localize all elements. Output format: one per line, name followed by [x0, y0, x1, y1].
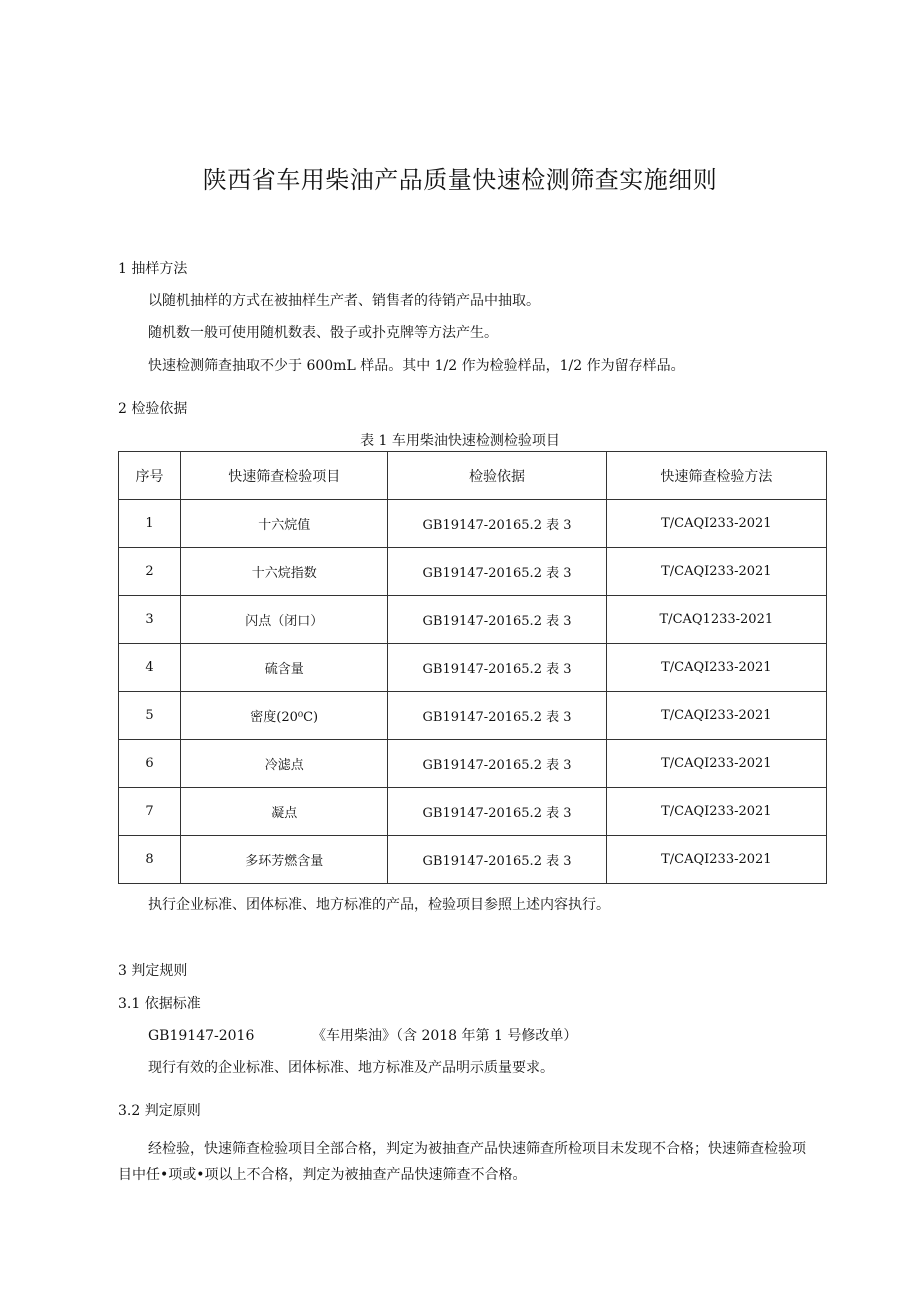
- cell-index: 6: [119, 740, 181, 788]
- table-header-row: [119, 452, 827, 500]
- cell-item: 冷滤点: [181, 740, 388, 788]
- cell-method: T/CAQI233-2021: [606, 788, 826, 836]
- table-row: [119, 500, 827, 548]
- cell-index: 7: [119, 788, 181, 836]
- cell-method: T/CAQ1233-2021: [606, 596, 826, 644]
- cell-index: 4: [119, 644, 181, 692]
- cell-basis: GB19147-20165.2 表 3: [388, 596, 606, 644]
- cell-method: T/CAQI233-2021: [606, 836, 826, 884]
- cell-item: 密度(20⁰C): [181, 692, 388, 740]
- cell-basis: GB19147-20165.2 表 3: [388, 692, 606, 740]
- cell-method: T/CAQI233-2021: [606, 740, 826, 788]
- section1-para-3: 快速检测筛查抽取不少于 600mL 样品。其中 1/2 作为检验样品，1/2 作为留存样品。: [148, 358, 685, 374]
- section3-2-para: 经检验，快速筛查检验项目全部合格，判定为被抽查产品快速筛查所检项目未发现不合格；快速筛查检验项目中任•项或•项以上不合格，判定为被抽查产品快速筛查不合格。: [118, 1141, 806, 1183]
- cell-index: 5: [119, 692, 181, 740]
- table-row: [119, 644, 827, 692]
- cell-method: T/CAQI233-2021: [606, 692, 826, 740]
- table-row: [119, 596, 827, 644]
- document-title: 陕西省车用柴油产品质量快速检测筛查实施细则: [202, 166, 718, 194]
- cell-index: 2: [119, 548, 181, 596]
- table-row: [119, 740, 827, 788]
- cell-basis: GB19147-20165.2 表 3: [388, 740, 606, 788]
- cell-item: 多环芳燃含量: [181, 836, 388, 884]
- cell-item: 硫含量: [181, 644, 388, 692]
- header-basis: 检验依据: [388, 452, 606, 500]
- header-method: 快速筛查检验方法: [606, 452, 826, 500]
- cell-item: 闪点（闭口）: [181, 596, 388, 644]
- cell-item: 十六烷值: [181, 500, 388, 548]
- cell-item: 凝点: [181, 788, 388, 836]
- section3-heading: 3 判定规则: [118, 963, 188, 979]
- section1-para-1: 以随机抽样的方式在被抽样生产者、销售者的待销产品中抽取。: [148, 293, 540, 309]
- cell-item: 十六烷指数: [181, 548, 388, 596]
- cell-basis: GB19147-20165.2 表 3: [388, 644, 606, 692]
- cell-method: T/CAQI233-2021: [606, 548, 826, 596]
- cell-basis: GB19147-20165.2 表 3: [388, 788, 606, 836]
- section3-1-heading: 3.1 依据标准: [118, 996, 201, 1012]
- cell-basis: GB19147-20165.2 表 3: [388, 836, 606, 884]
- cell-index: 3: [119, 596, 181, 644]
- cell-index: 8: [119, 836, 181, 884]
- cell-method: T/CAQI233-2021: [606, 500, 826, 548]
- section2-heading: 2 检验依据: [118, 401, 188, 417]
- section1-heading: 1 抽样方法: [118, 261, 188, 277]
- table-row: [119, 836, 827, 884]
- table-row: [119, 548, 827, 596]
- cell-index: 1: [119, 500, 181, 548]
- cell-basis: GB19147-20165.2 表 3: [388, 548, 606, 596]
- cell-method: T/CAQI233-2021: [606, 644, 826, 692]
- table-row: [119, 692, 827, 740]
- section3-1-para: 现行有效的企业标准、团体标准、地方标准及产品明示质量要求。: [148, 1060, 554, 1076]
- cell-basis: GB19147-20165.2 表 3: [388, 500, 606, 548]
- table-note: 执行企业标准、团体标准、地方标准的产品，检验项目参照上述内容执行。: [148, 897, 610, 913]
- standard-name: 《车用柴油》（含 2018 年第 1 号修改单）: [312, 1028, 578, 1044]
- section1-para-2: 随机数一般可使用随机数表、骰子或扑克牌等方法产生。: [148, 325, 498, 341]
- table-caption: 表 1 车用柴油快速检测检验项目: [360, 433, 560, 449]
- inspection-items-table: [118, 451, 827, 884]
- header-index: 序号: [119, 452, 181, 500]
- standard-code: GB19147-2016: [148, 1028, 255, 1044]
- section3-2-heading: 3.2 判定原则: [118, 1103, 201, 1119]
- header-item: 快速筛查检验项目: [181, 452, 388, 500]
- table-row: [119, 788, 827, 836]
